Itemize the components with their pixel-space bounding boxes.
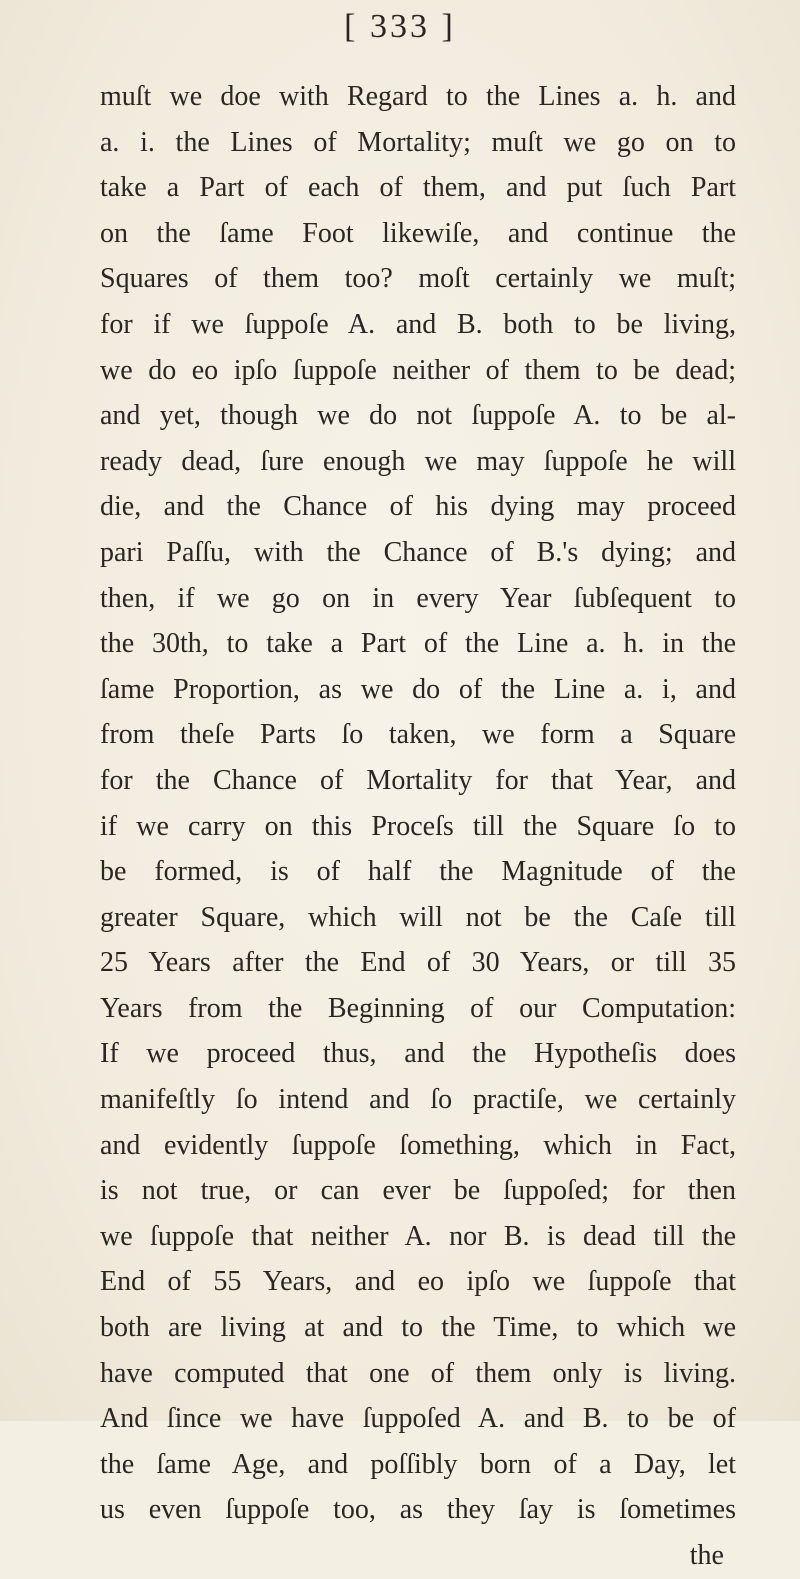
text-line: on the ſame Foot likewiſe, and continue the <box>100 217 736 249</box>
text-line: the ſame Age, and poſſibly born of a Day, let <box>100 1448 736 1480</box>
text-line: 25 Years after the End of 30 Years, or till 35 <box>100 947 736 979</box>
page-number-header: [ 333 ] <box>344 8 456 45</box>
text-line: ſame Proportion, as we do of the Line a. i, and <box>100 673 736 705</box>
body-text <box>100 74 736 1579</box>
text-line: pari Paſſu, with the Chance of B.'s dying; and <box>100 536 736 568</box>
text-line: if we carry on this Proceſs till the Square ſo to <box>100 810 736 842</box>
text-line: for if we ſuppoſe A. and B. both to be living, <box>100 308 736 340</box>
text-line: for the Chance of Mortality for that Year, and <box>100 764 736 796</box>
text-line: muſt we doe with Regard to the Lines a. h. and <box>100 81 736 112</box>
text-line: die, and the Chance of his dying may proceed <box>100 491 736 523</box>
text-line: be formed, is of half the Magnitude of the <box>100 856 736 888</box>
text-line: Years from the Beginning of our Computation: <box>100 992 736 1024</box>
text-line: a. i. the Lines of Mortality; muſt we go on to <box>100 126 736 158</box>
text-line: then, if we go on in every Year ſubſequent to <box>100 582 736 614</box>
text-line: greater Square, which will not be the Caſe till <box>100 901 736 933</box>
text-line: us even ſuppoſe too, as they ſay is ſometimes <box>100 1494 736 1526</box>
text-line: And ſince we have ſuppoſed A. and B. to be of <box>100 1403 736 1435</box>
text-line: take a Part of each of them, and put ſuch Part <box>100 172 736 204</box>
text-line: If we proceed thus, and the Hypotheſis does <box>100 1038 736 1070</box>
text-line: the 30th, to take a Part of the Line a. h. in the <box>100 628 736 660</box>
text-line: ready dead, ſure enough we may ſuppoſe he will <box>100 445 736 477</box>
text-line: Squares of them too? moſt certainly we muſt; <box>100 263 736 295</box>
catchword: the <box>689 1540 724 1571</box>
text-line: is not true, or can ever be ſuppoſed; for then <box>100 1175 736 1207</box>
text-line: from theſe Parts ſo taken, we form a Square <box>100 719 736 751</box>
text-line: we ſuppoſe that neither A. nor B. is dead till the <box>100 1220 736 1252</box>
text-line: manifeſtly ſo intend and ſo practiſe, we certainly <box>100 1084 736 1116</box>
text-line: have computed that one of them only is living. <box>100 1357 736 1389</box>
text-line: End of 55 Years, and eo ipſo we ſuppoſe that <box>100 1266 736 1298</box>
text-line: both are living at and to the Time, to which we <box>100 1312 736 1344</box>
text-line: and evidently ſuppoſe ſomething, which in Fact, <box>100 1129 736 1161</box>
text-line: we do eo ipſo ſuppoſe neither of them to be dead; <box>100 354 736 386</box>
text-line: and yet, though we do not ſuppoſe A. to be al- <box>100 400 736 432</box>
